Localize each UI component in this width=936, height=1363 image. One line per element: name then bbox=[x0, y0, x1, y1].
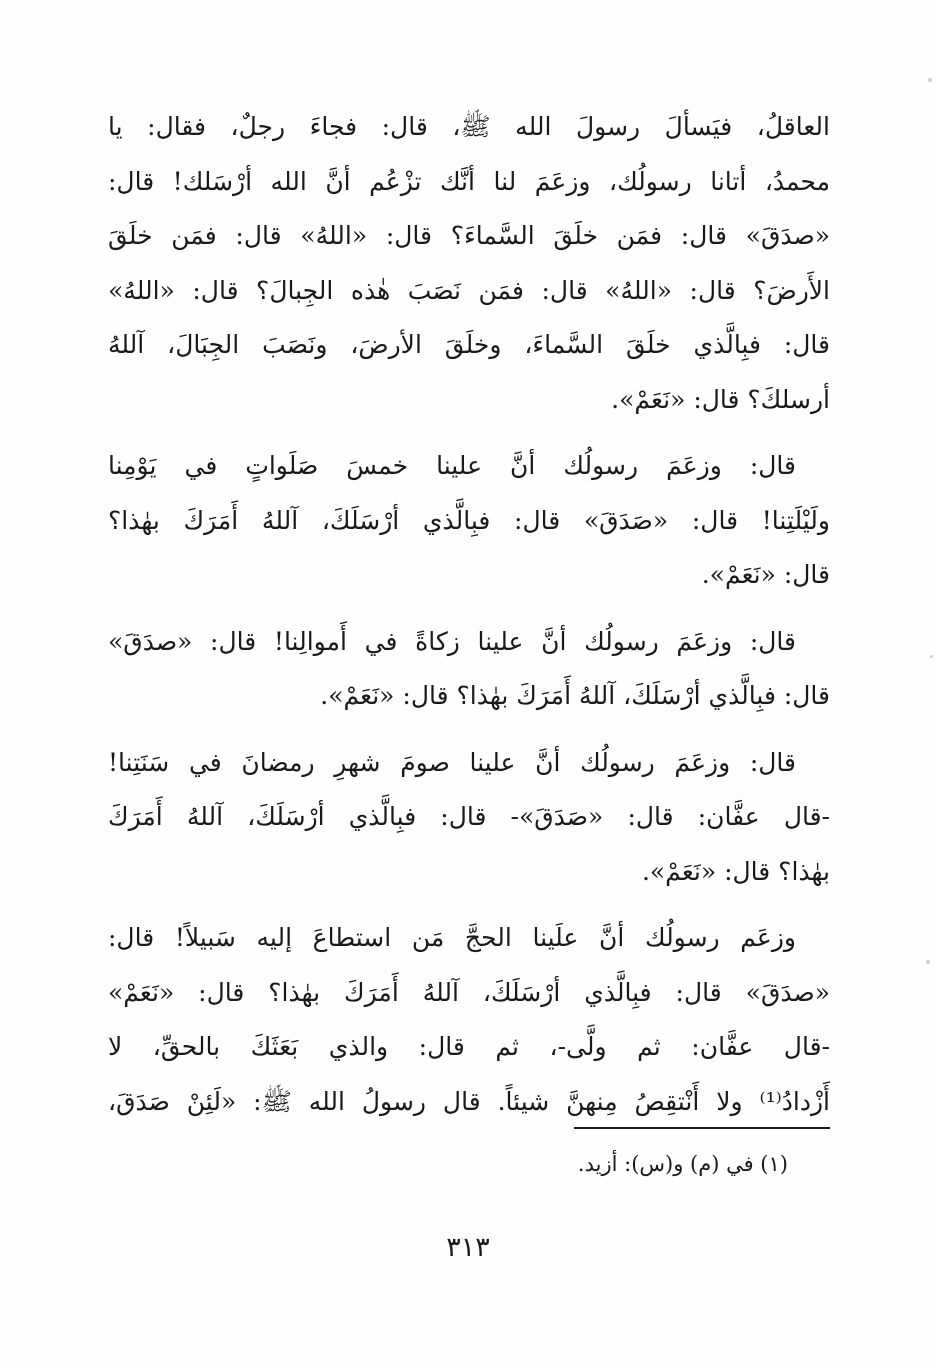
paragraph-4 bbox=[108, 736, 830, 900]
text-line: أَزْدادُ⁽¹⁾ ولا أَنْتقِصُ مِنهنَّ شيئاً. قال رسولُ الله ﷺ: «لَئِنْ صَدَقَ، bbox=[108, 1086, 830, 1116]
text-line: «صدَقَ» قال: فبِالَّذي أرْسَلَكَ، آللهُ أَمَرَكَ بهٰذا؟ قال: «نَعَمْ» bbox=[108, 977, 830, 1007]
scan-speck bbox=[926, 960, 930, 964]
text-line: -قال عفَّان: ثم ولَّى-، ثم قال: والذي بَعَثَكَ بالحقِّ، لا bbox=[108, 1032, 830, 1061]
text-line: -قال عفَّان: قال: «صَدَقَ»- قال: فبِالَّذي أرْسَلَكَ، آللهُ أَمَرَكَ bbox=[108, 802, 830, 831]
text-line: قال: وزعَمَ رسولُك أنَّ علينا خمسَ صَلَواتٍ في يَوْمِنا bbox=[108, 451, 796, 480]
text-line: قال: «نَعَمْ». bbox=[701, 560, 830, 589]
text-line: قال: فبِالَّذي خلَقَ السَّماءَ، وخلَقَ الأرضَ، ونَصَبَ الجِبَالَ، آللهُ bbox=[108, 330, 830, 359]
paragraph-5 bbox=[108, 911, 830, 1129]
paragraph-3 bbox=[108, 615, 830, 724]
text-line: «صدَقَ» قال: فمَن خلَقَ السَّماءَ؟ قال: «اللهُ» قال: فمَن خلَقَ bbox=[108, 221, 830, 250]
text-line: قال: وزعَمَ رسولُك أنَّ علينا صومَ شهرِ رمضانَ في سَنَتِنا! bbox=[108, 747, 796, 777]
text-line: ولَيْلَتِنا! قال: «صَدَقَ» قال: فبِالَّذي أرْسَلَكَ، آللهُ أَمَرَكَ بهٰذا؟ bbox=[108, 505, 830, 535]
text-line: بهٰذا؟ قال: «نَعَمْ». bbox=[641, 856, 830, 886]
text-line: وزعَم رسولُك أنَّ علَينا الحجَّ مَن استطاعَ إليه سَبيلاً! قال: bbox=[108, 923, 796, 952]
paragraph-1 bbox=[108, 100, 830, 427]
text-line: أرسلكَ؟ قال: «نَعَمْ». bbox=[611, 384, 830, 414]
text-line: العاقلُ، فيَسألَ رسولَ الله ﷺ، قال: فجاءَ رجلٌ، فقال: يا bbox=[108, 112, 830, 141]
text-line: قال: وزعَمَ رسولُك أنَّ علينا زكاةً في أَموالِنا! قال: «صدَقَ» bbox=[108, 626, 796, 656]
text-line: محمدُ، أتانا رسولُك، وزعَمَ لنا أنَّك تزْعُم أنَّ الله أرْسَلك! قال: bbox=[108, 166, 830, 196]
footnote-divider bbox=[574, 1127, 830, 1129]
scan-speck bbox=[930, 655, 933, 658]
footnote: (١) في (م) و(س): أزيد. bbox=[577, 1152, 788, 1176]
scan-speck bbox=[928, 78, 932, 82]
text-line: الأَرضَ؟ قال: «اللهُ» قال: فمَن نَصَبَ هٰذه الجِبالَ؟ قال: «اللهُ» bbox=[108, 275, 830, 305]
page-number: ٣١٣ bbox=[446, 1232, 490, 1263]
body-text bbox=[108, 100, 830, 1141]
text-line: قال: فبِالَّذي أرْسَلَكَ، آللهُ أَمَرَكَ بهٰذا؟ قال: «نَعَمْ». bbox=[320, 681, 830, 710]
paragraph-2 bbox=[108, 439, 830, 603]
